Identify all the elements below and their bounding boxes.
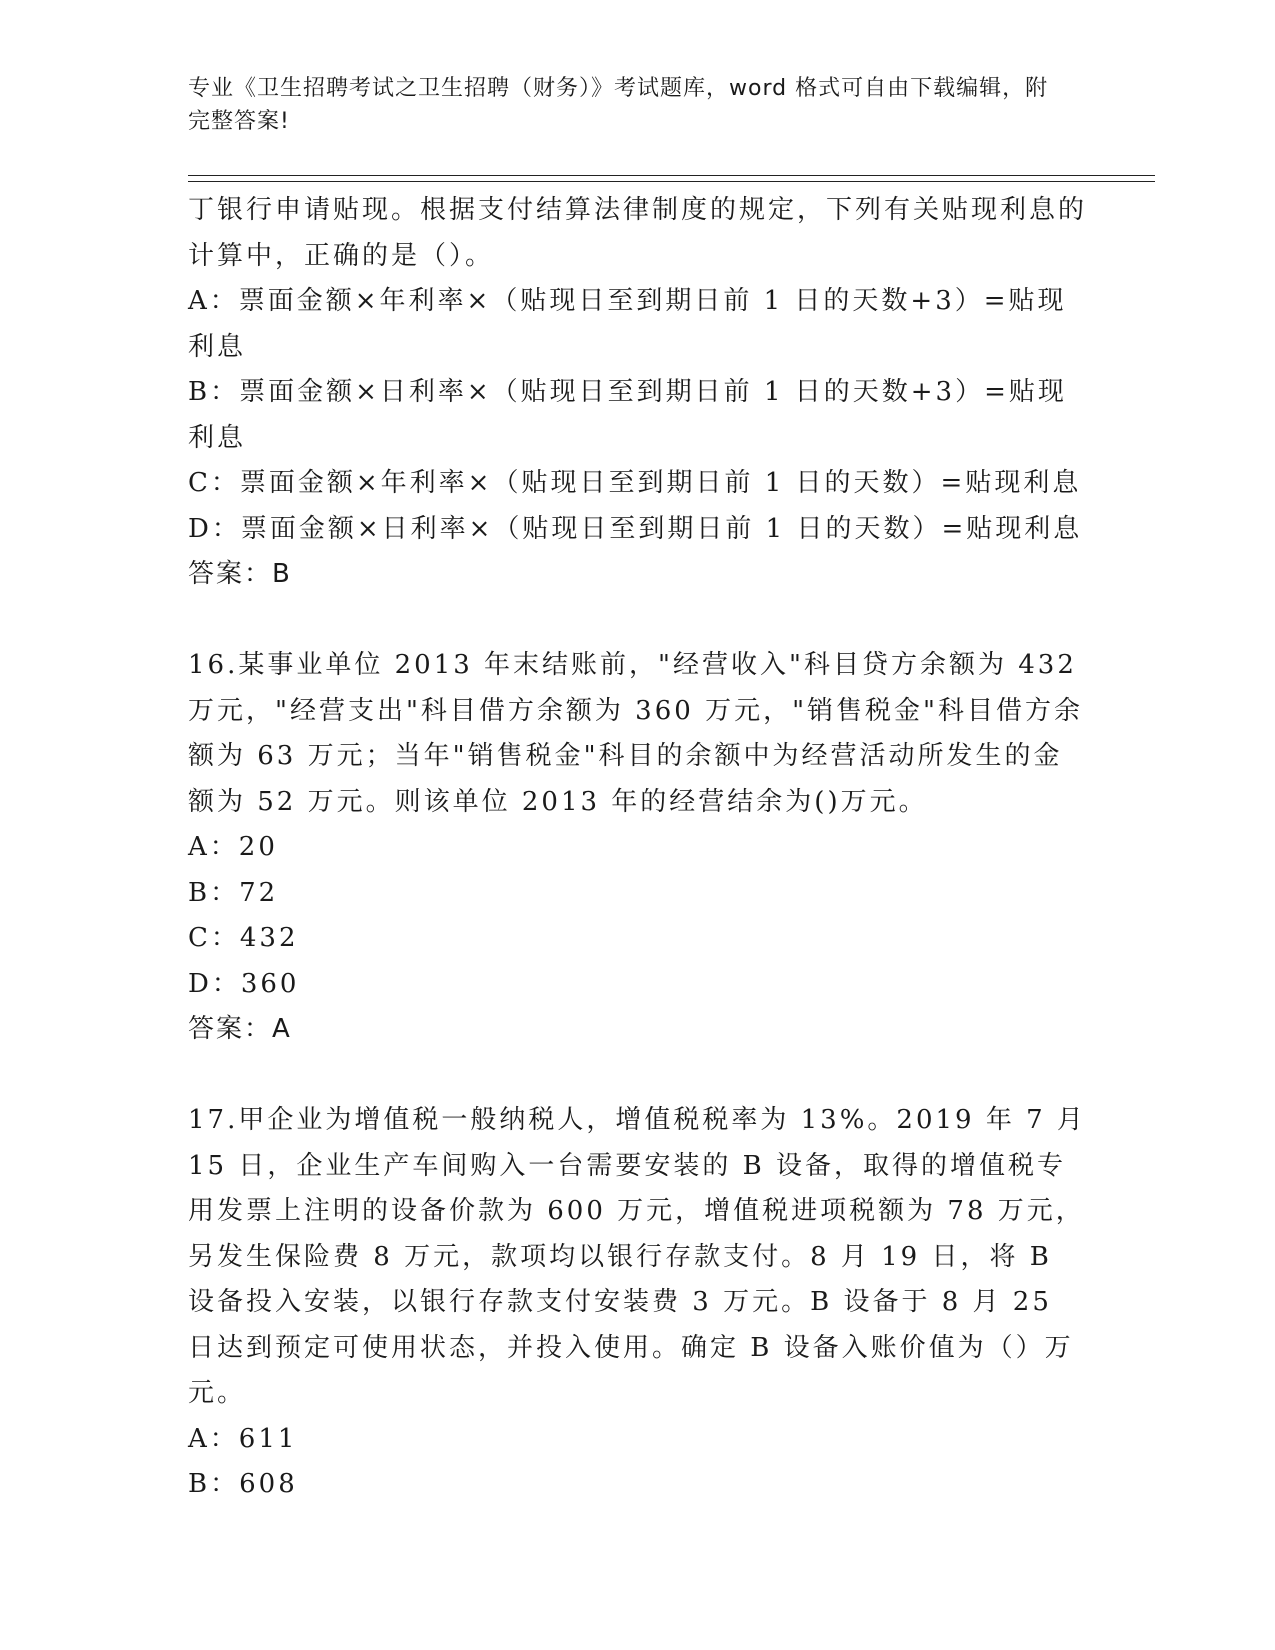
question-stem: 16.某事业单位 2013 年末结账前，"经营收入"科目贷方余额为 432 万元，"经营支出"科目借方余额为 360 万元，"销售税金"科目借方余额为 63 万元；当年"销售税金"科目的余额中为经营活动所发生的金额为 52 万元。则该单位 2013 年的经营结余为()万元。 xyxy=(188,650,1083,817)
question-17 xyxy=(188,1098,1088,1508)
option-a: A：票面金额×年利率×（贴现日至到期日前 1 日的天数+3）=贴现利息 xyxy=(188,286,1067,362)
option-b: B：票面金额×日利率×（贴现日至到期日前 1 日的天数+3）=贴现利息 xyxy=(188,377,1067,453)
option-d: D：票面金额×日利率×（贴现日至到期日前 1 日的天数）=贴现利息 xyxy=(188,513,1083,544)
question-16 xyxy=(188,643,1088,1053)
option-b: B：72 xyxy=(188,877,279,908)
answer-text: 答案：A xyxy=(188,1014,292,1044)
option-c: C：票面金额×年利率×（贴现日至到期日前 1 日的天数）=贴现利息 xyxy=(188,468,1082,498)
question-stem: 17.甲企业为增值税一般纳税人，增值税税率为 13%。2019 年 7 月 15 日，企业生产车间购入一台需要安装的 B 设备，取得的增值税专用发票上注明的设备价款为 600 万元，增值税进项税额为 78 万元，另发生保险费 8 万元，款项均以银行存款支付。8 月 19 日，将 B 设备投入安装，以银行存款支付安装费 3 万元。B 设备于 8 月 25 日达到预定可使用状态，并投入使用。确定 B 设备入账价值为（）万元。 xyxy=(188,1105,1086,1408)
question-15 xyxy=(188,188,1088,598)
question-content xyxy=(188,188,1088,1508)
header-divider-top xyxy=(188,175,1155,176)
option-b: B：608 xyxy=(188,1469,298,1499)
option-d: D：360 xyxy=(188,968,300,999)
question-stem: 丁银行申请贴现。根据支付结算法律制度的规定，下列有关贴现利息的计算中，正确的是（）。 xyxy=(188,195,1088,271)
spacer xyxy=(188,1053,1088,1099)
header-divider-bottom xyxy=(188,181,1155,182)
page-header: 专业《卫生招聘考试之卫生招聘（财务）》考试题库，word 格式可自由下载编辑，附完整答案! xyxy=(188,76,1049,134)
option-a: A：20 xyxy=(188,832,278,862)
spacer xyxy=(188,598,1088,644)
option-c: C：432 xyxy=(188,923,299,953)
option-a: A：611 xyxy=(188,1423,298,1454)
answer-text: 答案：B xyxy=(188,559,292,589)
